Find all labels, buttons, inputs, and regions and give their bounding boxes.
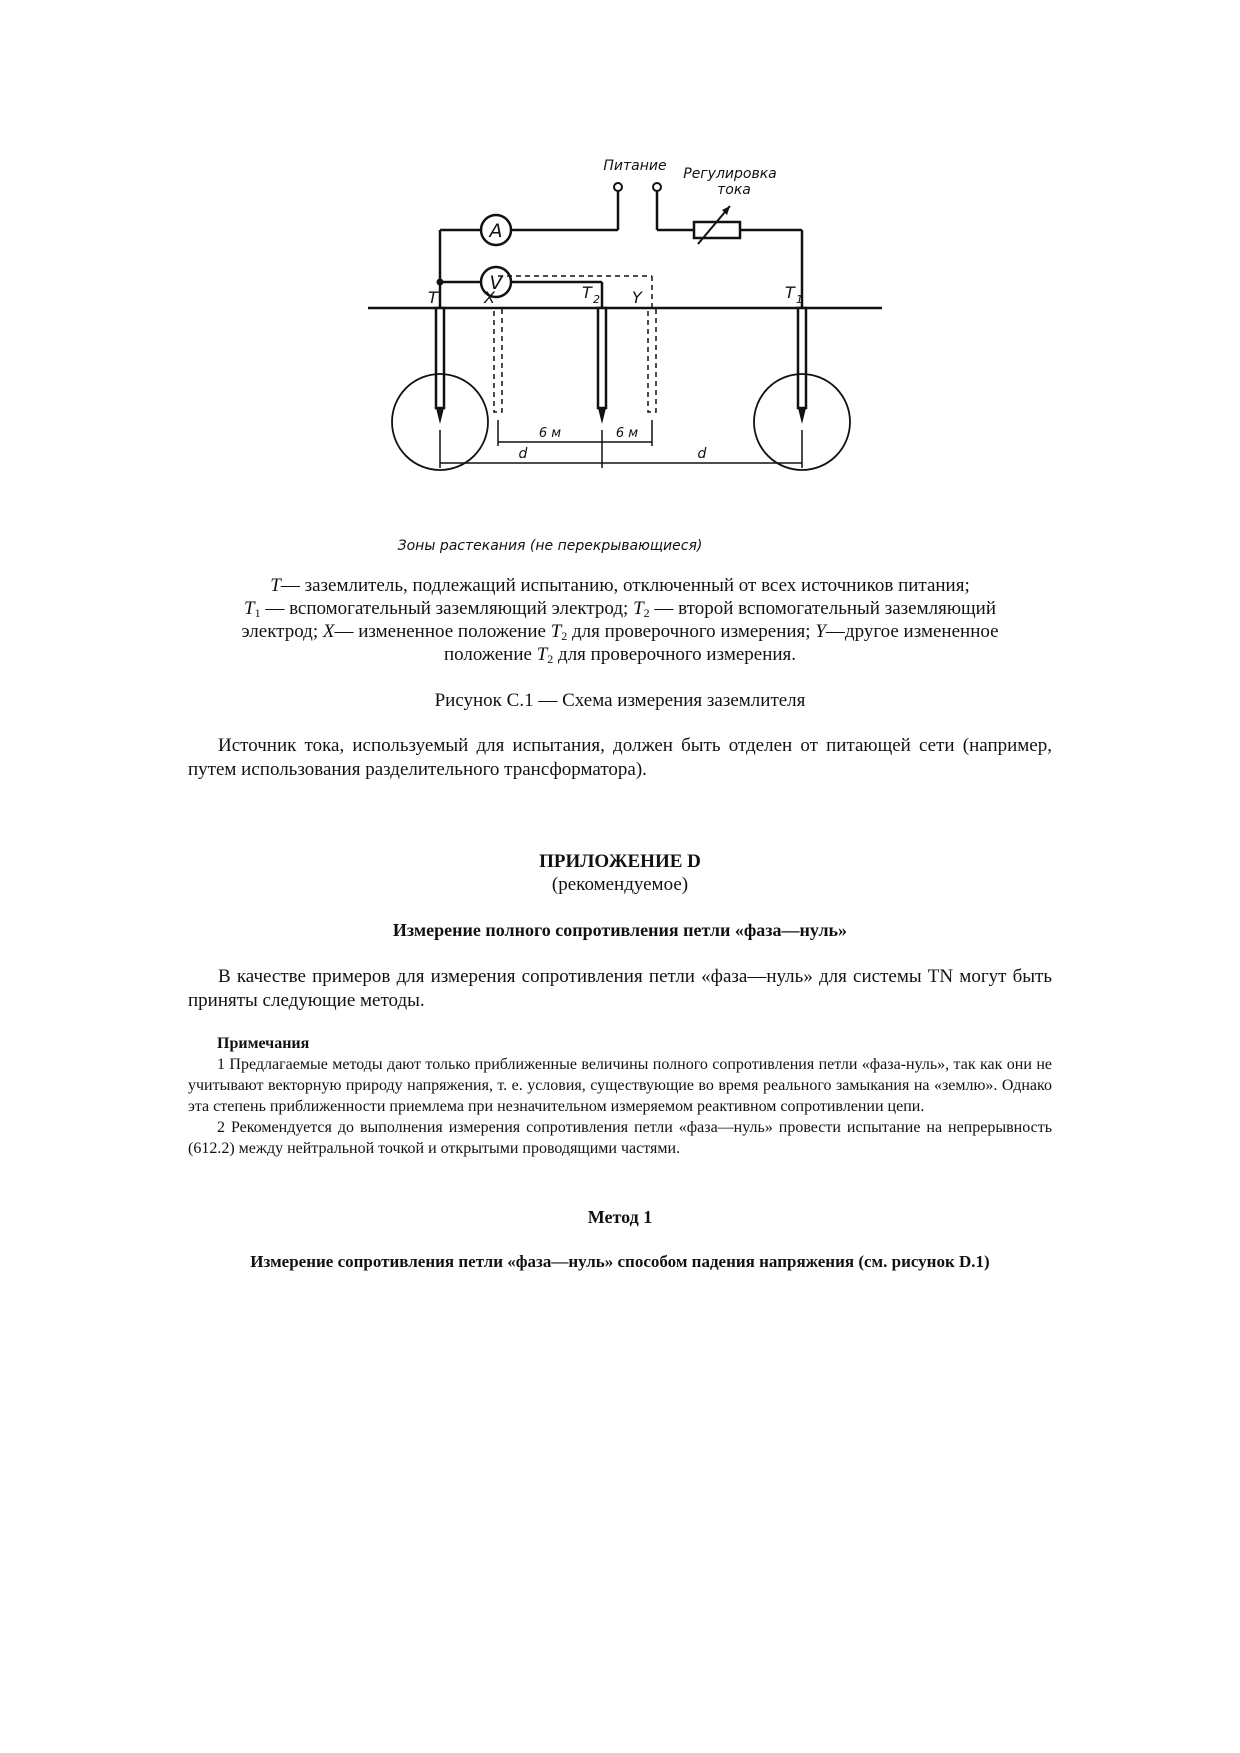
electrode-t1 xyxy=(798,308,806,424)
t1-sub: 1 xyxy=(796,293,803,306)
legend-line-3: электрод; X— измененное положение $T_2$ для проверочного измерения; Y—другое измененное xyxy=(241,621,999,643)
t-label: T xyxy=(428,288,438,307)
d-left-label: d xyxy=(518,446,528,462)
t1-label: T xyxy=(785,283,795,302)
figure-legend xyxy=(190,574,1050,666)
legend-line-2: $T_1$ — вспомогательный заземляющий электрод; $T_2$ — второй вспомогательный заземляющий xyxy=(243,598,996,620)
figure-title: Рисунок С.1 — Схема измерения заземлителя xyxy=(434,690,806,711)
notes-heading: Примечания xyxy=(217,1035,310,1052)
zones-label: Зоны растекания (не перекрывающиеся) xyxy=(397,538,703,554)
voltmeter-label: V xyxy=(489,272,503,294)
earthing-measurement-diagram xyxy=(360,150,890,570)
electrode-x-dashed xyxy=(494,308,502,412)
y-label: Y xyxy=(632,288,642,307)
power-terminal-left xyxy=(614,183,622,191)
electrode-t2 xyxy=(598,308,606,424)
paragraph-source: Источник тока, используемый для испытания, должен быть отделен от питающей сети (например, путем использования разделительного трансформатора). xyxy=(188,735,1052,780)
t2-label: T xyxy=(582,283,592,302)
distance-left-label: 6 м xyxy=(538,426,562,441)
power-terminal-right xyxy=(653,183,661,191)
distance-right-label: 6 м xyxy=(615,426,639,441)
appendix-title: ПРИЛОЖЕНИЕ D xyxy=(539,851,701,872)
note-1: 1 Предлагаемые методы дают только приближенные величины полного сопротивления петли «фаза-нуль», так как они не учитывают векторную природу напряжения, т. е. условия, существующие во время реального замыкания на «землю». Однако эта степень приближенности приемлема при незначительном измеряемом реактивном сопротивлении цепи. xyxy=(188,1056,1052,1115)
x-label: X xyxy=(484,288,495,307)
method-subtitle: Измерение сопротивления петли «фаза—нуль» способом падения напряжения (см. рисунок D.1) xyxy=(250,1252,990,1271)
t2-sub: 2 xyxy=(593,293,600,306)
note-2: 2 Рекомендуется до выполнения измерения сопротивления петли «фаза—нуль» провести испытание на непрерывность (612.2) между нейтральной точкой и открытыми проводящими частями. xyxy=(188,1119,1052,1157)
electrode-t xyxy=(436,308,444,424)
legend-line-4: положение $T_2$ для проверочного измерения. xyxy=(443,644,797,666)
legend-line-1: T— заземлитель, подлежащий испытанию, отключенный от всех источников питания; xyxy=(270,575,970,596)
method-title: Метод 1 xyxy=(587,1207,653,1227)
notes-block xyxy=(188,1033,1052,1159)
electrode-y-dashed xyxy=(648,308,656,412)
appendix-heading: Измерение полного сопротивления петли «фаза—нуль» xyxy=(392,920,848,940)
regulation-label-1: Регулировка xyxy=(683,166,777,182)
regulation-label-2: тока xyxy=(717,182,751,198)
rheostat-symbol xyxy=(694,222,740,238)
d-right-label: d xyxy=(697,446,707,462)
appendix-subtitle: (рекомендуемое) xyxy=(551,874,689,895)
paragraph-intro: В качестве примеров для измерения сопротивления петли «фаза—нуль» для системы TN могут быть приняты следующие методы. xyxy=(188,966,1052,1011)
ammeter-label: A xyxy=(489,220,503,242)
power-label: Питание xyxy=(603,158,667,174)
